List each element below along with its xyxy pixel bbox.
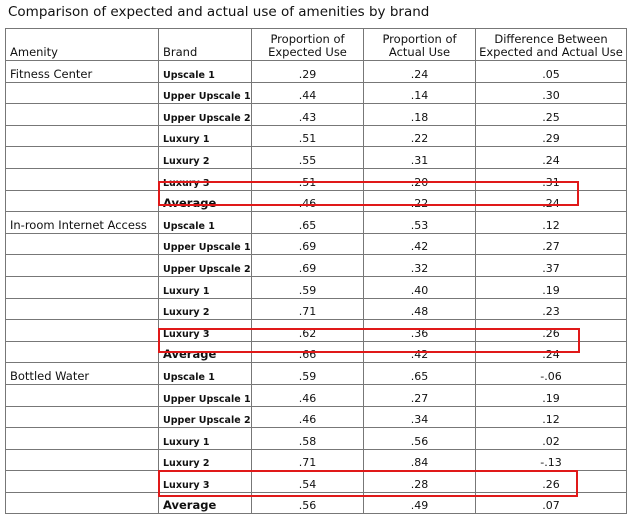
actual-use-cell: .65 (364, 363, 476, 385)
difference-cell: .30 (476, 82, 627, 104)
expected-use-cell: .54 (252, 471, 364, 493)
amenity-cell: In-room Internet Access (6, 212, 159, 234)
expected-use-cell: .66 (252, 341, 364, 363)
expected-use-cell: .43 (252, 104, 364, 126)
brand-cell: Upper Upscale 2 (159, 406, 252, 428)
actual-use-cell: .32 (364, 255, 476, 277)
expected-use-cell: .55 (252, 147, 364, 169)
table-row (6, 384, 627, 406)
table-row (6, 61, 627, 83)
amenity-cell (6, 233, 159, 255)
expected-use-cell: .46 (252, 384, 364, 406)
expected-use-cell: .58 (252, 428, 364, 450)
brand-cell: Upper Upscale 1 (159, 82, 252, 104)
average-row (6, 492, 627, 514)
expected-use-cell: .51 (252, 125, 364, 147)
amenity-cell (6, 147, 159, 169)
actual-use-cell: .48 (364, 298, 476, 320)
table-row (6, 298, 627, 320)
amenity-cell (6, 125, 159, 147)
amenity-cell (6, 341, 159, 363)
expected-use-cell: .59 (252, 363, 364, 385)
expected-use-cell: .29 (252, 61, 364, 83)
brand-cell: Luxury 2 (159, 449, 252, 471)
table-body (6, 61, 627, 514)
brand-cell: Upper Upscale 2 (159, 255, 252, 277)
difference-cell: .27 (476, 233, 627, 255)
brand-cell: Luxury 1 (159, 428, 252, 450)
amenity-cell (6, 255, 159, 277)
difference-cell: .24 (476, 147, 627, 169)
page-title: Comparison of expected and actual use of amenities by brand (8, 4, 430, 20)
actual-use-cell: .28 (364, 471, 476, 493)
actual-use-cell: .22 (364, 190, 476, 212)
actual-use-cell: .49 (364, 492, 476, 514)
amenity-cell (6, 168, 159, 190)
difference-cell: .24 (476, 341, 627, 363)
difference-cell: .26 (476, 471, 627, 493)
table-row (6, 363, 627, 385)
expected-use-cell: .71 (252, 298, 364, 320)
actual-use-cell: .18 (364, 104, 476, 126)
brand-cell: Average (159, 492, 252, 514)
difference-cell: -.13 (476, 449, 627, 471)
average-row (6, 341, 627, 363)
brand-cell: Upscale 1 (159, 363, 252, 385)
difference-cell: .19 (476, 384, 627, 406)
expected-use-cell: .69 (252, 233, 364, 255)
actual-use-cell: .42 (364, 233, 476, 255)
amenity-cell (6, 320, 159, 342)
difference-cell: .02 (476, 428, 627, 450)
table-row (6, 212, 627, 234)
brand-cell: Average (159, 190, 252, 212)
table-row (6, 471, 627, 493)
table-row (6, 449, 627, 471)
amenity-cell (6, 276, 159, 298)
table-row (6, 428, 627, 450)
amenity-table (5, 28, 627, 514)
difference-cell: .31 (476, 168, 627, 190)
table-row (6, 233, 627, 255)
difference-cell: .23 (476, 298, 627, 320)
table-row (6, 168, 627, 190)
expected-use-cell: .59 (252, 276, 364, 298)
amenity-cell (6, 492, 159, 514)
amenity-cell (6, 104, 159, 126)
table-row (6, 276, 627, 298)
brand-cell: Luxury 3 (159, 471, 252, 493)
difference-cell: .19 (476, 276, 627, 298)
brand-cell: Upscale 1 (159, 212, 252, 234)
average-row (6, 190, 627, 212)
col-header-brand: Brand (159, 29, 252, 61)
expected-use-cell: .46 (252, 406, 364, 428)
actual-use-cell: .40 (364, 276, 476, 298)
brand-cell: Luxury 2 (159, 147, 252, 169)
table-row (6, 104, 627, 126)
difference-cell: .26 (476, 320, 627, 342)
actual-use-cell: .22 (364, 125, 476, 147)
col-header-actual: Proportion of Actual Use (364, 29, 476, 61)
difference-cell: .12 (476, 212, 627, 234)
brand-cell: Average (159, 341, 252, 363)
difference-cell: .05 (476, 61, 627, 83)
difference-cell: -.06 (476, 363, 627, 385)
amenity-cell (6, 190, 159, 212)
table-row (6, 82, 627, 104)
table-row (6, 147, 627, 169)
amenity-cell: Fitness Center (6, 61, 159, 83)
difference-cell: .25 (476, 104, 627, 126)
expected-use-cell: .69 (252, 255, 364, 277)
actual-use-cell: .27 (364, 384, 476, 406)
table-row (6, 320, 627, 342)
amenity-cell (6, 406, 159, 428)
brand-cell: Luxury 3 (159, 320, 252, 342)
amenity-cell (6, 449, 159, 471)
expected-use-cell: .56 (252, 492, 364, 514)
actual-use-cell: .84 (364, 449, 476, 471)
amenity-cell (6, 471, 159, 493)
actual-use-cell: .42 (364, 341, 476, 363)
brand-cell: Luxury 2 (159, 298, 252, 320)
actual-use-cell: .36 (364, 320, 476, 342)
col-header-expected: Proportion of Expected Use (252, 29, 364, 61)
actual-use-cell: .20 (364, 168, 476, 190)
actual-use-cell: .31 (364, 147, 476, 169)
actual-use-cell: .34 (364, 406, 476, 428)
expected-use-cell: .71 (252, 449, 364, 471)
actual-use-cell: .56 (364, 428, 476, 450)
header-row (6, 29, 627, 61)
table-row (6, 406, 627, 428)
actual-use-cell: .53 (364, 212, 476, 234)
expected-use-cell: .65 (252, 212, 364, 234)
col-header-amenity: Amenity (6, 29, 159, 61)
brand-cell: Upper Upscale 1 (159, 384, 252, 406)
table-row (6, 255, 627, 277)
amenity-cell (6, 384, 159, 406)
expected-use-cell: .62 (252, 320, 364, 342)
expected-use-cell: .51 (252, 168, 364, 190)
difference-cell: .07 (476, 492, 627, 514)
expected-use-cell: .44 (252, 82, 364, 104)
amenity-cell: Bottled Water (6, 363, 159, 385)
actual-use-cell: .14 (364, 82, 476, 104)
amenity-cell (6, 298, 159, 320)
brand-cell: Luxury 1 (159, 276, 252, 298)
brand-cell: Upper Upscale 1 (159, 233, 252, 255)
brand-cell: Upscale 1 (159, 61, 252, 83)
col-header-difference: Difference Between Expected and Actual Use (476, 29, 627, 61)
actual-use-cell: .24 (364, 61, 476, 83)
difference-cell: .29 (476, 125, 627, 147)
table-row (6, 125, 627, 147)
difference-cell: .37 (476, 255, 627, 277)
brand-cell: Upper Upscale 2 (159, 104, 252, 126)
amenity-cell (6, 428, 159, 450)
brand-cell: Luxury 3 (159, 168, 252, 190)
amenity-cell (6, 82, 159, 104)
difference-cell: .24 (476, 190, 627, 212)
brand-cell: Luxury 1 (159, 125, 252, 147)
expected-use-cell: .46 (252, 190, 364, 212)
difference-cell: .12 (476, 406, 627, 428)
